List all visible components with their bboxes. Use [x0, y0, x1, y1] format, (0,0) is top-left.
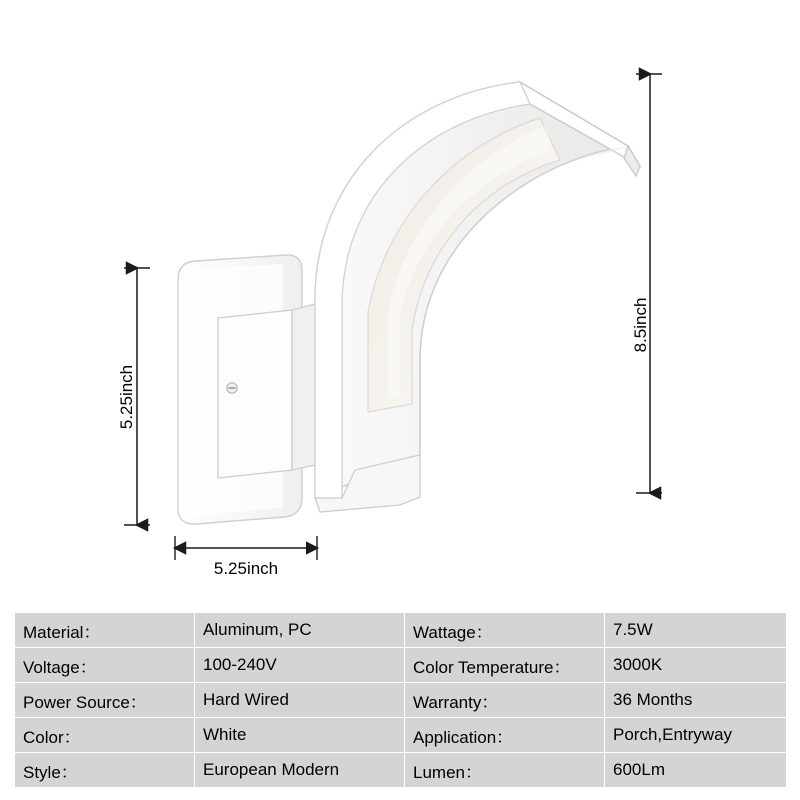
spec-key-application: Application： — [405, 718, 605, 753]
spec-value-style: European Modern — [195, 753, 405, 788]
table-row — [15, 648, 787, 683]
spec-value-voltage: 100-240V — [195, 648, 405, 683]
specification-table — [14, 612, 787, 788]
fixture-illustration — [178, 82, 640, 524]
spec-key-style: Style： — [15, 753, 195, 788]
spec-key-warranty: Warranty： — [405, 683, 605, 718]
mount-block — [218, 300, 330, 478]
spec-value-application: Porch,Entryway — [605, 718, 787, 753]
spec-key-lumen: Lumen： — [405, 753, 605, 788]
spec-key-voltage: Voltage： — [15, 648, 195, 683]
spec-value-power-source: Hard Wired — [195, 683, 405, 718]
spec-value-color-temperature: 3000K — [605, 648, 787, 683]
dimension-backplate-height-label: 5.25inch — [117, 364, 136, 430]
table-row — [15, 753, 787, 788]
spec-key-power-source: Power Source： — [15, 683, 195, 718]
spec-value-color: White — [195, 718, 405, 753]
spec-key-material: Material： — [15, 613, 195, 648]
table-row — [15, 718, 787, 753]
dimension-height — [636, 74, 662, 493]
spec-value-material: Aluminum, PC — [195, 613, 405, 648]
table-row — [15, 613, 787, 648]
spec-value-lumen: 600Lm — [605, 753, 787, 788]
dimension-depth — [175, 536, 317, 560]
spec-key-color: Color： — [15, 718, 195, 753]
spec-value-warranty: 36 Months — [605, 683, 787, 718]
curved-arm — [315, 82, 640, 512]
spec-key-wattage: Wattage： — [405, 613, 605, 648]
spec-key-color-temperature: Color Temperature： — [405, 648, 605, 683]
dimension-height-label: 8.5inch — [631, 297, 650, 353]
dimension-depth-label: 5.25inch — [213, 559, 279, 578]
table-row — [15, 683, 787, 718]
spec-value-wattage: 7.5W — [605, 613, 787, 648]
